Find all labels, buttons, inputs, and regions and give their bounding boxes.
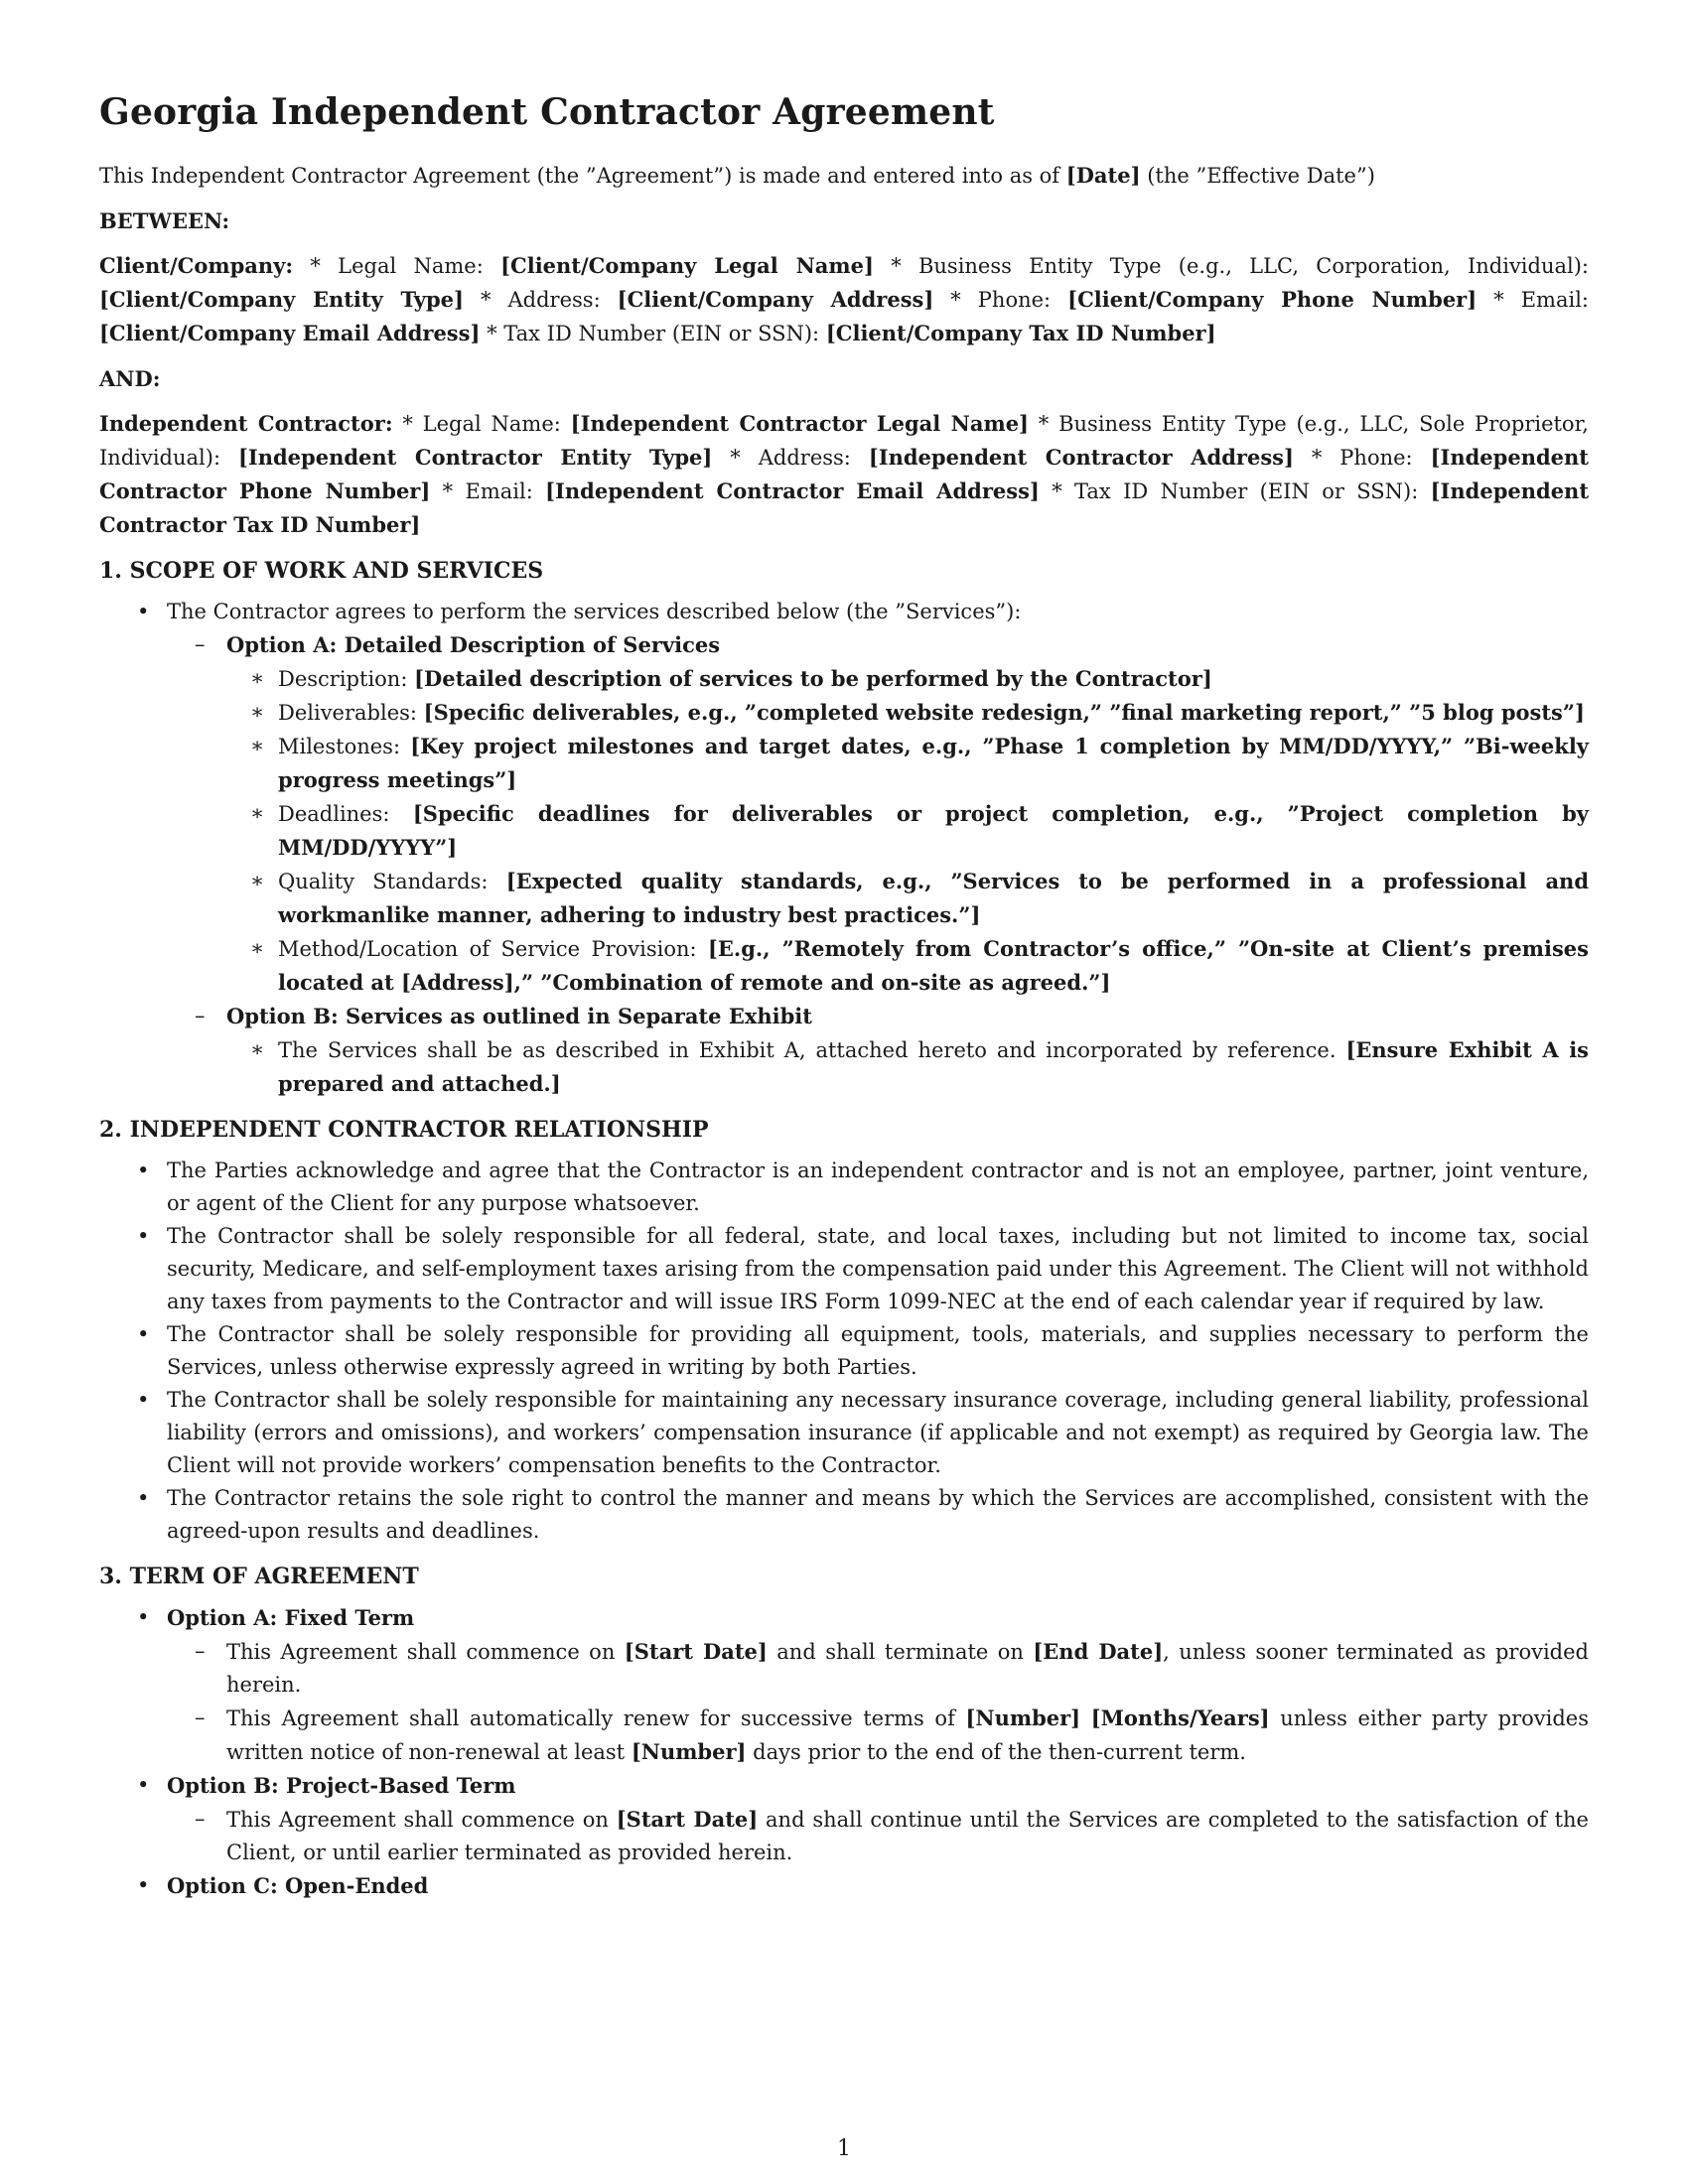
exhibit-note: [Ensure Exhibit A is prepared and attached.]: [278, 1037, 1590, 1096]
option-a-terms: [167, 1635, 1589, 1769]
contractor-email: [Independent Contractor Email Address]: [545, 478, 1040, 503]
intro-paragraph: [99, 159, 1589, 193]
field-label: Deadlines:: [278, 802, 413, 826]
client-entity-type: [Client/Company Entity Type]: [99, 287, 464, 312]
document-title: Georgia Independent Contractor Agreement: [99, 91, 995, 133]
field-label: Deliverables:: [278, 701, 424, 725]
client-email: [Client/Company Email Address]: [99, 321, 481, 345]
scope-lead: The Contractor agrees to perform the services described below (the ”Services”):: [167, 600, 1022, 623]
field-label: Milestones:: [278, 735, 411, 758]
milestones-placeholder: [Key project milestones and target dates, e.g., ”Phase 1 completion by MM/DD/YYYY,” ”Bi-weekly progress meetings”]: [278, 734, 1589, 792]
renewal-unit-placeholder: [Months/Years]: [1090, 1706, 1270, 1730]
field-label: * Email:: [1477, 288, 1589, 312]
section-1-heading: 1. SCOPE OF WORK AND SERVICES: [99, 558, 544, 584]
field-label: * Legal Name:: [293, 254, 501, 278]
start-date-placeholder: [Start Date]: [616, 1807, 759, 1832]
list-item: [99, 1601, 1589, 1769]
option-a-details: [226, 662, 1589, 1000]
option-b-terms: [167, 1803, 1589, 1869]
list-item: [226, 730, 1589, 797]
list-item: [167, 628, 1589, 1000]
field-label: * Legal Name:: [392, 412, 571, 436]
list-item: [167, 1803, 1589, 1869]
list-item: [226, 932, 1589, 1000]
field-label: * Address:: [463, 288, 618, 312]
list-item: • The Contractor shall be solely responsible for providing all equipment, tools, materials, and supplies necessary to perform the Services, unless otherwise expressly agreed in writing by both Parties.: [99, 1318, 1589, 1384]
text: days prior to the end of the then-current term.: [746, 1740, 1246, 1764]
scope-option-b: Option B: Services as outlined in Separate Exhibit: [226, 1004, 812, 1028]
text: unless either party provides written notice of non-renewal at least: [226, 1706, 1589, 1764]
section-2-heading: 2. INDEPENDENT CONTRACTOR RELATIONSHIP: [99, 1117, 709, 1143]
page-number: 1: [837, 2136, 851, 2161]
term-option-b: Option B: Project-Based Term: [167, 1773, 516, 1798]
contractor-block: [99, 407, 1589, 542]
client-address: [Client/Company Address]: [617, 287, 934, 312]
text: [1080, 1706, 1091, 1730]
field-label: * Business Entity Type (e.g., LLC, Corporation, Individual):: [873, 254, 1589, 278]
list-item: [226, 1033, 1589, 1101]
list-item: [167, 1635, 1589, 1702]
renewal-number-placeholder: [Number]: [965, 1706, 1081, 1730]
list-item: • The Parties acknowledge and agree that the Contractor is an independent contractor and is not an employee, partner, joint venture, or agent of the Client for any purpose whatsoever.: [99, 1155, 1589, 1220]
effective-date-placeholder: [Date]: [1065, 163, 1141, 188]
list-item: • The Contractor retains the sole right to control the manner and means by which the Services are accomplished, consistent with the agreed-upon results and deadlines.: [99, 1482, 1589, 1548]
client-label: Client/Company:: [99, 253, 294, 278]
list-item: [167, 1702, 1589, 1769]
list-item: [99, 596, 1589, 1101]
exhibit-text: The Services shall be as described in Exhibit A, attached hereto and incorporated by reference.: [278, 1038, 1346, 1062]
list-item: [99, 1769, 1589, 1869]
deadlines-placeholder: [Specific deadlines for deliverables or project completion, e.g., ”Project completion by MM/DD/YYYY”]: [278, 801, 1589, 860]
scope-option-a: Option A: Detailed Description of Services: [226, 632, 721, 657]
field-label: * Address:: [712, 446, 869, 470]
list-item: [226, 797, 1589, 865]
list-item: [167, 1000, 1589, 1101]
contractor-legal-name: [Independent Contractor Legal Name]: [570, 411, 1029, 436]
list-item: [99, 1869, 1589, 1903]
option-b-details: [226, 1033, 1589, 1101]
field-label: Quality Standards:: [278, 870, 506, 893]
text: and shall continue until the Services are completed to the satisfaction of the Client, or until earlier terminated as provided herein.: [226, 1808, 1589, 1864]
client-phone: [Client/Company Phone Number]: [1067, 287, 1477, 312]
term-option-c: Option C: Open-Ended: [167, 1873, 429, 1898]
text: and shall terminate on: [767, 1640, 1034, 1664]
contractor-entity-type: [Independent Contractor Entity Type]: [237, 445, 713, 470]
contractor-phone: [Independent Contractor Phone Number]: [99, 445, 1589, 503]
field-label: * Tax ID Number (EIN or SSN):: [480, 322, 826, 345]
notice-days-placeholder: [Number]: [631, 1739, 747, 1764]
quality-placeholder: [Expected quality standards, e.g., ”Services to be performed in a professional and workmanlike manner, adhering to industry best practices.”]: [278, 869, 1590, 927]
list-item: [226, 696, 1589, 730]
field-label: * Tax ID Number (EIN or SSN):: [1039, 479, 1431, 503]
section-3-list: [99, 1601, 1589, 1903]
section-3-heading: 3. TERM OF AGREEMENT: [99, 1564, 419, 1589]
list-item: • The Contractor shall be solely responsible for all federal, state, and local taxes, including but not limited to income tax, social security, Medicare, and self-employment taxes arising from the compensation paid under this Agreement. The Client will not withhold any taxes from payments to the Contractor and will issue IRS Form 1099-NEC at the end of each calendar year if required by law.: [99, 1220, 1589, 1318]
section-2-list: [99, 1155, 1589, 1548]
field-label: * Business Entity Type (e.g., LLC, Sole Proprietor, Individual):: [99, 412, 1589, 470]
intro-text: This Independent Contractor Agreement (the ”Agreement”) is made and entered into as of: [99, 164, 1066, 188]
deliverables-placeholder: [Specific deliverables, e.g., ”completed website redesign,” ”final marketing report,” ”5 blog posts”]: [423, 700, 1585, 725]
field-label: * Email:: [430, 479, 546, 503]
text: This Agreement shall commence on: [226, 1808, 617, 1832]
intro-text-end: (the ”Effective Date”): [1140, 164, 1375, 188]
contractor-label: Independent Contractor:: [99, 411, 393, 436]
method-placeholder: [E.g., ”Remotely from Contractor’s office,” ”On-site at Client’s premises located at [Address],” ”Combination of remote and on-site as agreed.”]: [278, 936, 1589, 995]
start-date-placeholder: [Start Date]: [624, 1639, 768, 1664]
scope-options: [167, 628, 1589, 1101]
term-option-a: Option A: Fixed Term: [167, 1605, 415, 1630]
list-item: [226, 865, 1589, 932]
list-item: [226, 662, 1589, 696]
client-legal-name: [Client/Company Legal Name]: [500, 253, 874, 278]
field-label: Method/Location of Service Provision:: [278, 937, 708, 961]
contractor-address: [Independent Contractor Address]: [868, 445, 1294, 470]
contractor-tax-id: [Independent Contractor Tax ID Number]: [99, 478, 1590, 537]
between-label: BETWEEN:: [99, 208, 230, 233]
field-label: Description:: [278, 667, 415, 691]
list-item: • The Contractor shall be solely responsible for maintaining any necessary insurance coverage, including general liability, professional liability (errors and omissions), and workers’ compensation insurance (if applicable and not exempt) as required by Georgia law. The Client will not provide workers’ compensation benefits to the Contractor.: [99, 1384, 1589, 1482]
description-placeholder: [Detailed description of services to be performed by the Contractor]: [414, 666, 1212, 691]
document-page: [99, 79, 1589, 1903]
field-label: * Phone:: [1293, 446, 1431, 470]
text: This Agreement shall commence on: [226, 1640, 625, 1664]
client-tax-id: [Client/Company Tax ID Number]: [825, 321, 1216, 345]
text: This Agreement shall automatically renew for successive terms of: [226, 1706, 966, 1730]
field-label: * Phone:: [933, 288, 1068, 312]
text: , unless sooner terminated as provided herein.: [226, 1640, 1589, 1697]
client-block: [99, 249, 1589, 350]
end-date-placeholder: [End Date]: [1033, 1639, 1164, 1664]
section-1-list: [99, 596, 1589, 1101]
and-label: AND:: [99, 366, 161, 391]
